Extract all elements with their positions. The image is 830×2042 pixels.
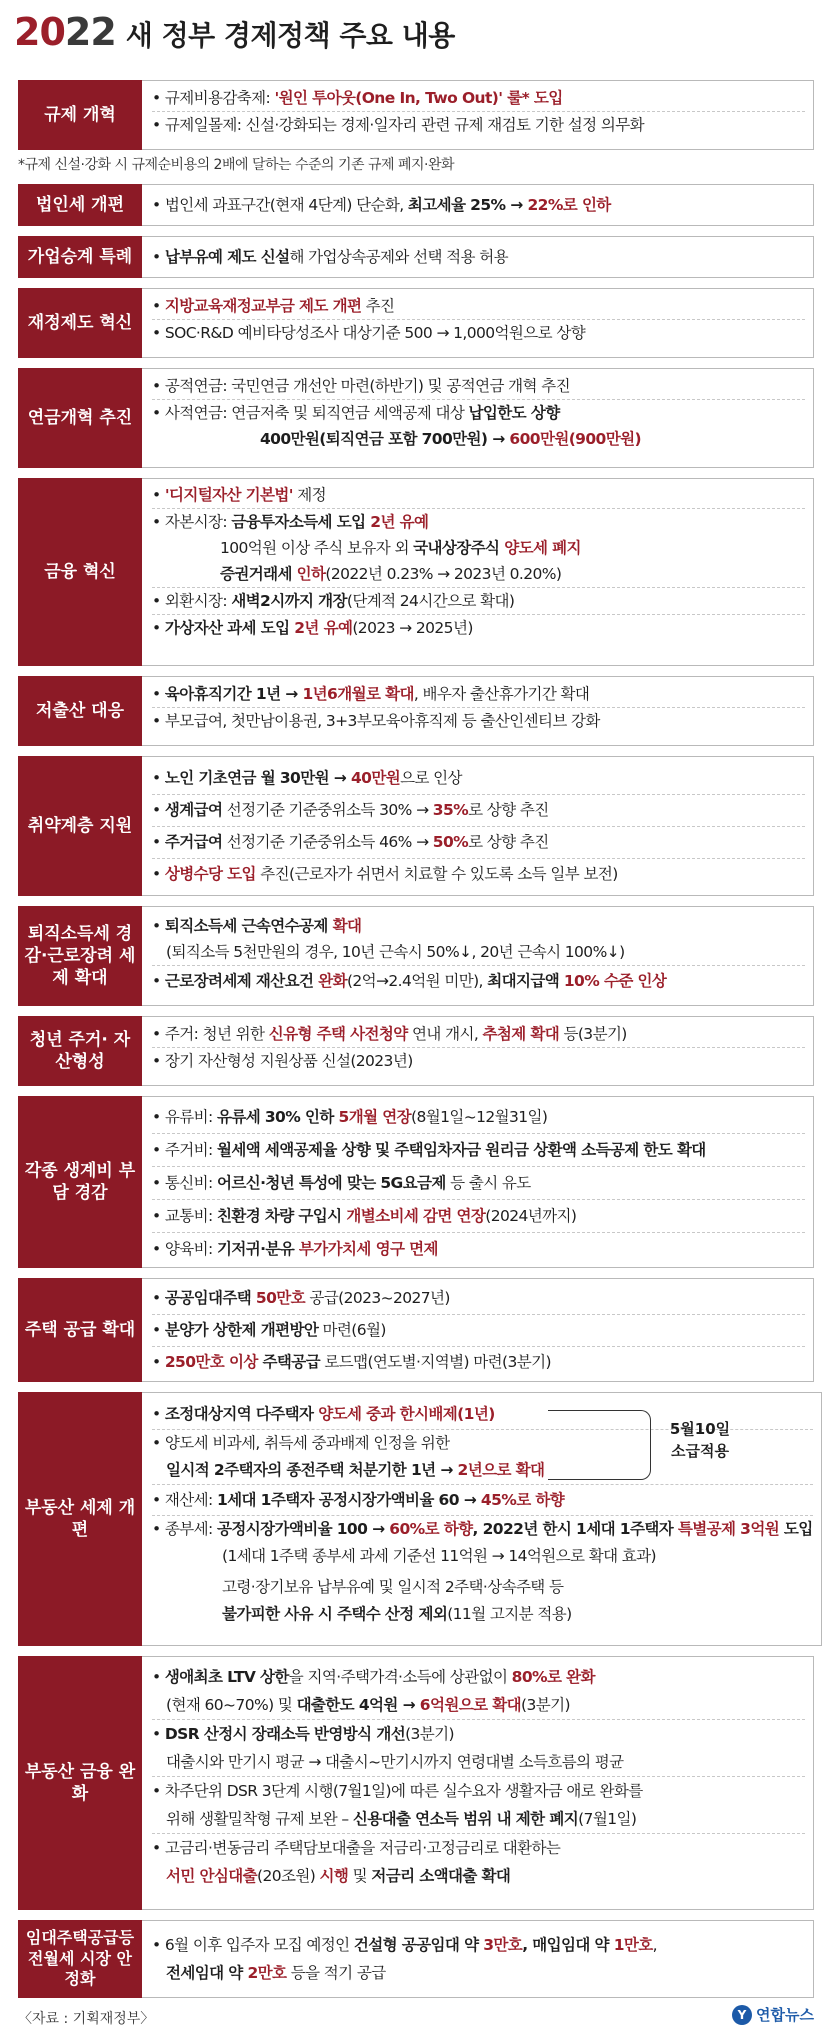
list-item: (1세대 1주택 종부세 과세 기준선 11억원 → 14억원으로 확대 효과) bbox=[222, 1547, 657, 1565]
section-corporate-tax bbox=[18, 184, 814, 226]
list-item: • 노인 기초연금 월 30만원 → 40만원으로 인상 bbox=[152, 769, 462, 787]
section-body bbox=[142, 756, 814, 896]
list-item: • 분양가 상한제 개편방안 마련(6월) bbox=[152, 1314, 805, 1346]
section-low-birth bbox=[18, 676, 814, 746]
list-item: • 지방교육재정교부금 제도 개편 추진 bbox=[152, 297, 395, 315]
section-body bbox=[142, 676, 814, 746]
list-item: • 교통비: 친환경 차량 구입시 개별소비세 감면 연장(2024년까지) bbox=[152, 1199, 805, 1232]
list-item: • 외환시장: 새벽2시까지 개장(단계적 24시간으로 확대) bbox=[152, 587, 805, 614]
section-financial-innovation bbox=[18, 478, 814, 666]
list-item: • 생계급여 선정기준 기준중위소득 30% → 35%로 상향 추진 bbox=[152, 794, 805, 826]
section-regulation bbox=[18, 80, 814, 150]
section-body bbox=[142, 236, 814, 278]
list-item: 불가피한 사유 시 주택수 산정 제외(11월 고지분 적용) bbox=[222, 1605, 572, 1623]
list-item: • 종부세: 공정시장가액비율 100 → 60%로 하향, 2022년 한시 1세대 1주택자 특별공제 3억원 도입 bbox=[152, 1515, 813, 1543]
section-living-cost bbox=[18, 1096, 814, 1268]
list-item: 증권거래세 인하(2022년 0.23% → 2023년 0.20%) bbox=[220, 565, 562, 583]
list-item: • DSR 산정시 장래소득 반영방식 개선(3분기) bbox=[152, 1719, 805, 1749]
yonhap-logo bbox=[732, 2004, 814, 2025]
list-item: • 규제비용감축제: '원인 투아웃(One In, Two Out)' 룰* 도입 bbox=[152, 89, 563, 107]
section-body bbox=[142, 1096, 814, 1268]
section-body bbox=[142, 1920, 814, 1998]
list-item: • 사적연금: 연금저축 및 퇴직연금 세액공제 대상 납입한도 상향 bbox=[152, 399, 805, 426]
title-year-b: 22 bbox=[64, 10, 116, 54]
section-label: 규제 개혁 bbox=[18, 80, 142, 150]
section-label: 금융 혁신 bbox=[18, 478, 142, 666]
section-youth-housing bbox=[18, 1016, 814, 1086]
list-item: • 250만호 이상 주택공급 로드맵(연도별·지역별) 마련(3분기) bbox=[152, 1346, 805, 1378]
list-item: • 자본시장: 금융투자소득세 도입 2년 유예 bbox=[152, 508, 805, 535]
list-item: • 법인세 과표구간(현재 4단계) 단순화, 최고세율 25% → 22%로 인하 bbox=[152, 196, 611, 214]
list-item: • 양육비: 기저귀·분유 부가가치세 영구 면제 bbox=[152, 1232, 805, 1265]
section-label: 재정제도 혁신 bbox=[18, 288, 142, 358]
list-item: • 육아휴직기간 1년 → 1년6개월로 확대, 배우자 출산휴가기간 확대 bbox=[152, 685, 590, 703]
list-item: • 공공임대주택 50만호 공급(2023~2027년) bbox=[152, 1289, 450, 1307]
section-vulnerable-support bbox=[18, 756, 814, 896]
list-item: • 6월 이후 입주자 모집 예정인 건설형 공공임대 약 3만호, 매입임대 약 1만호, bbox=[152, 1936, 657, 1954]
section-label: 부동산 금융 완화 bbox=[18, 1656, 142, 1910]
page-title bbox=[14, 10, 455, 56]
list-item: • 재산세: 1세대 1주택자 공정시장가액비율 60 → 45%로 하향 bbox=[152, 1484, 813, 1515]
section-label: 퇴직소득세 경감·근로장려 세제 확대 bbox=[18, 906, 142, 1006]
section-rental-stability bbox=[18, 1920, 814, 1998]
section-label: 가업승계 특례 bbox=[18, 236, 142, 278]
yonhap-logo-icon: Y bbox=[732, 2005, 752, 2025]
section-body bbox=[142, 368, 814, 468]
title-year-a: 20 bbox=[14, 10, 65, 54]
section-real-estate-finance bbox=[18, 1656, 814, 1910]
section-body bbox=[142, 1278, 814, 1382]
list-item: • 퇴직소득세 근속연수공제 확대 bbox=[152, 917, 362, 935]
list-item: • 근로장려세제 재산요건 완화(2억→2.4억원 미만), 최대지급액 10% 수준 인상 bbox=[152, 965, 805, 996]
list-item: • 가상자산 과세 도입 2년 유예(2023 → 2025년) bbox=[152, 614, 805, 641]
logo-text: 연합뉴스 bbox=[756, 2006, 814, 2024]
list-item: • 조정대상지역 다주택자 양도세 중과 한시배제(1년) bbox=[152, 1405, 495, 1423]
list-item: • 부모급여, 첫만남이용권, 3+3부모육아휴직제 등 출산인센티브 강화 bbox=[152, 707, 805, 734]
list-item: (현재 60~70%) 및 대출한도 4억원 → 6억원으로 확대(3분기) bbox=[166, 1696, 570, 1714]
list-item: • 유류비: 유류세 30% 인하 5개월 연장(8월1일~12월31일) bbox=[152, 1108, 548, 1126]
list-item: • 주거: 청년 위한 신유형 주택 사전청약 연내 개시, 추첨제 확대 등(3분기) bbox=[152, 1025, 627, 1043]
list-item: 대출시와 만기시 평균 → 대출시~만기시까지 연령대별 소득흐름의 평균 bbox=[166, 1753, 624, 1771]
list-item: • 공적연금: 국민연금 개선안 마련(하반기) 및 공적연금 개혁 추진 bbox=[152, 377, 571, 395]
list-item: • 통신비: 어르신·청년 특성에 맞는 5G요금제 등 출시 유도 bbox=[152, 1166, 805, 1199]
list-item: • '디지털자산 기본법' 제정 bbox=[152, 486, 327, 504]
list-item: 고령·장기보유 납부유예 및 일시적 2주택·상속주택 등 bbox=[222, 1578, 564, 1596]
section-fiscal-innovation bbox=[18, 288, 814, 358]
list-item: • 주거급여 선정기준 기준중위소득 46% → 50%로 상향 추진 bbox=[152, 826, 805, 858]
section-label: 법인세 개편 bbox=[18, 184, 142, 226]
section-label: 연금개혁 추진 bbox=[18, 368, 142, 468]
section-body bbox=[142, 478, 814, 666]
section-label: 각종 생계비 부담 경감 bbox=[18, 1096, 142, 1268]
list-item: • 차주단위 DSR 3단계 시행(7월1일)에 따른 실수요자 생활자금 애로 완화를 bbox=[152, 1776, 805, 1806]
section-body bbox=[142, 288, 814, 358]
list-item: • 고금리·변동금리 주택담보대출을 저금리·고정금리로 대환하는 bbox=[152, 1833, 805, 1863]
section-label: 취약계층 지원 bbox=[18, 756, 142, 896]
section-housing-supply bbox=[18, 1278, 814, 1382]
section-business-succession bbox=[18, 236, 814, 278]
section-label: 임대주택공급등 전월세 시장 안정화 bbox=[18, 1920, 142, 1998]
section-label: 저출산 대응 bbox=[18, 676, 142, 746]
title-text: 새 정부 경제정책 주요 내용 bbox=[125, 19, 455, 52]
list-item: • 납부유예 제도 신설해 가업상속공제와 선택 적용 허용 bbox=[152, 248, 508, 266]
list-item: 400만원(퇴직연금 포함 700만원) → 600만원(900만원) bbox=[260, 430, 641, 448]
footnote-regulation: *규제 신설·강화 시 규제순비용의 2배에 달하는 수준의 기존 규제 폐지·완화 bbox=[18, 157, 455, 173]
source-credit: 〈자료 : 기획재정부〉 bbox=[18, 2011, 155, 2027]
section-label: 부동산 세제 개편 bbox=[18, 1392, 142, 1646]
list-item: • SOC·R&D 예비타당성조사 대상기준 500 → 1,000억원으로 상향 bbox=[152, 319, 805, 346]
section-retirement-tax bbox=[18, 906, 814, 1006]
list-item: • 상병수당 도입 추진(근로자가 쉬면서 치료할 수 있도록 소득 일부 보전) bbox=[152, 858, 805, 890]
list-item: 서민 안심대출(20조원) 시행 및 저금리 소액대출 확대 bbox=[166, 1867, 511, 1885]
list-item: • 생애최초 LTV 상한을 지역·주택가격·소득에 상관없이 80%로 완화 bbox=[152, 1668, 595, 1686]
list-item: 100억원 이상 주식 보유자 외 국내상장주식 양도세 폐지 bbox=[220, 539, 581, 557]
bracket-line bbox=[548, 1410, 651, 1480]
section-body bbox=[142, 906, 814, 1006]
section-body bbox=[142, 80, 814, 150]
retroactive-note: 5월10일 소급적용 bbox=[669, 1420, 731, 1460]
section-label: 주택 공급 확대 bbox=[18, 1278, 142, 1382]
section-pension-reform bbox=[18, 368, 814, 468]
section-body bbox=[142, 1016, 814, 1086]
list-item: • 장기 자산형성 지원상품 신설(2023년) bbox=[152, 1047, 805, 1074]
section-body bbox=[142, 1656, 814, 1910]
list-item: 일시적 2주택자의 종전주택 처분기한 1년 → 2년으로 확대 bbox=[166, 1461, 545, 1479]
list-item: • 규제일몰제: 신설·강화되는 경제·일자리 관련 규제 재검토 기한 설정 의무화 bbox=[152, 111, 805, 138]
list-item: (퇴직소득 5천만원의 경우, 10년 근속시 50%↓, 20년 근속시 100%↓) bbox=[166, 943, 625, 961]
list-item: • 양도세 비과세, 취득세 중과배제 인정을 위한 bbox=[152, 1429, 813, 1457]
list-item: 위해 생활밀착형 규제 보완 – 신용대출 연소득 범위 내 제한 폐지(7월1일) bbox=[166, 1810, 637, 1828]
section-body bbox=[142, 184, 814, 226]
list-item: • 주거비: 월세액 세액공제율 상향 및 주택임차자금 원리금 상환액 소득공제 한도 확대 bbox=[152, 1133, 805, 1166]
list-item: 전세임대 약 2만호 등을 적기 공급 bbox=[166, 1964, 386, 1982]
section-label: 청년 주거· 자산형성 bbox=[18, 1016, 142, 1086]
